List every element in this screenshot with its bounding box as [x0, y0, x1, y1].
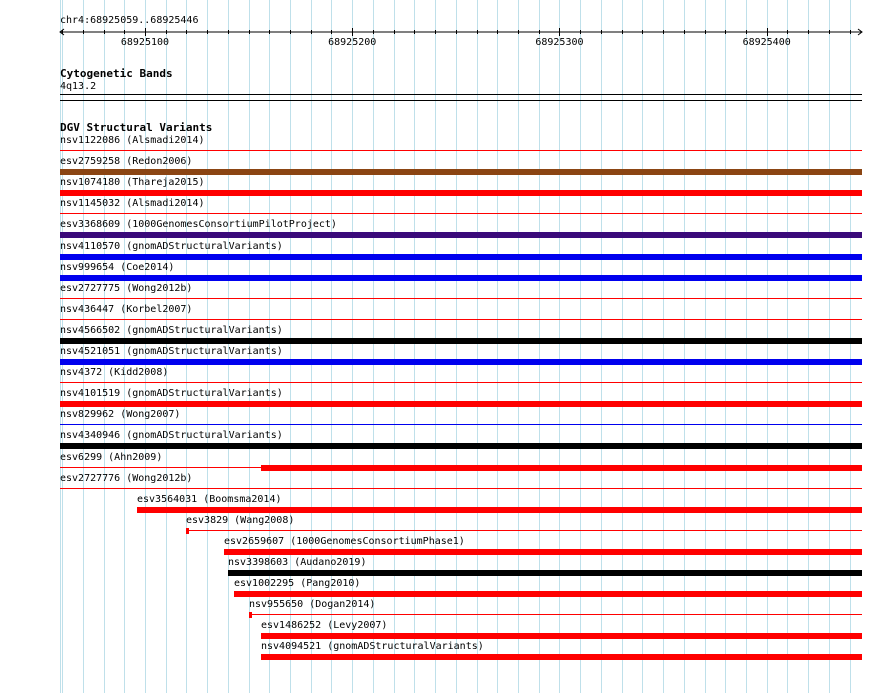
- range-label: chr4:68925059..68925446: [60, 15, 199, 26]
- variant-label[interactable]: esv3564031 (Boomsma2014): [137, 494, 282, 505]
- variant-label[interactable]: nsv4521051 (gnomADStructuralVariants): [60, 346, 283, 357]
- gridline: [580, 0, 581, 693]
- variant-label[interactable]: nsv999654 (Coe2014): [60, 262, 175, 273]
- variant-label[interactable]: esv1486252 (Levy2007): [261, 620, 388, 631]
- variant-label[interactable]: nsv1122086 (Alsmadi2014): [60, 135, 205, 146]
- gridline: [850, 0, 851, 693]
- gridline: [394, 0, 395, 693]
- gridline: [331, 0, 332, 693]
- gridline: [829, 0, 830, 693]
- gridline: [290, 0, 291, 693]
- gridline: [456, 0, 457, 693]
- gridline: [663, 0, 664, 693]
- variant-label[interactable]: nsv4110570 (gnomADStructuralVariants): [60, 241, 283, 252]
- variant-label[interactable]: esv6299 (Ahn2009): [60, 452, 163, 463]
- ruler-tick-label: 68925300: [535, 37, 584, 48]
- variant-label[interactable]: esv3829 (Wang2008): [186, 515, 295, 526]
- variant-line[interactable]: [186, 530, 862, 531]
- variant-bar[interactable]: [60, 338, 862, 344]
- variant-line[interactable]: [60, 488, 862, 489]
- variant-line[interactable]: [60, 213, 862, 214]
- variant-start-mark: [137, 507, 140, 513]
- gridline: [352, 0, 353, 693]
- gridline: [642, 0, 643, 693]
- dgv-title: DGV Structural Variants: [60, 121, 213, 134]
- variant-start-mark: [186, 528, 189, 534]
- variant-line[interactable]: [60, 424, 862, 425]
- variant-label[interactable]: nsv4372 (Kidd2008): [60, 367, 169, 378]
- variant-bar[interactable]: [60, 275, 862, 281]
- variant-label[interactable]: esv3368609 (1000GenomesConsortiumPilotProject): [60, 219, 337, 230]
- variant-line[interactable]: [60, 298, 862, 299]
- gridline: [373, 0, 374, 693]
- variant-line[interactable]: [60, 382, 862, 383]
- gridline: [435, 0, 436, 693]
- cytoband-label: 4q13.2: [60, 81, 97, 92]
- gridline: [787, 0, 788, 693]
- ruler-tick-label: 68925200: [328, 37, 377, 48]
- ruler-axis: [0, 22, 890, 62]
- variant-label[interactable]: nsv4094521 (gnomADStructuralVariants): [261, 641, 484, 652]
- variant-line[interactable]: [60, 319, 862, 320]
- variant-bar[interactable]: [234, 591, 862, 597]
- variant-line[interactable]: [60, 150, 862, 151]
- variant-label[interactable]: nsv955650 (Dogan2014): [249, 599, 376, 610]
- variant-label[interactable]: nsv436447 (Korbel2007): [60, 304, 193, 315]
- variant-bar[interactable]: [60, 359, 862, 365]
- gridline: [622, 0, 623, 693]
- variant-label[interactable]: esv1002295 (Pang2010): [234, 578, 361, 589]
- gridline: [767, 0, 768, 693]
- gridline: [311, 0, 312, 693]
- gridline: [746, 0, 747, 693]
- variant-label[interactable]: nsv829962 (Wong2007): [60, 409, 181, 420]
- variant-bar[interactable]: [60, 169, 862, 175]
- gridline: [414, 0, 415, 693]
- variant-line[interactable]: [249, 614, 862, 615]
- gridline: [725, 0, 726, 693]
- ruler-tick-label: 68925400: [742, 37, 791, 48]
- gridline: [559, 0, 560, 693]
- variant-label[interactable]: esv2727775 (Wong2012b): [60, 283, 193, 294]
- variant-bar[interactable]: [60, 190, 862, 196]
- gridline: [684, 0, 685, 693]
- variant-label[interactable]: nsv4101519 (gnomADStructuralVariants): [60, 388, 283, 399]
- gridline: [539, 0, 540, 693]
- ruler-tick-label: 68925100: [120, 37, 170, 48]
- cytoband-line-top: [60, 94, 862, 95]
- variant-bar[interactable]: [60, 254, 862, 260]
- variant-label[interactable]: esv2659607 (1000GenomesConsortiumPhase1): [224, 536, 465, 547]
- gridline: [808, 0, 809, 693]
- variant-label[interactable]: nsv3398603 (Audano2019): [228, 557, 367, 568]
- variant-bar[interactable]: [261, 633, 862, 639]
- cytoband-title: Cytogenetic Bands: [60, 67, 173, 80]
- variant-bar[interactable]: [228, 570, 862, 576]
- variant-bar[interactable]: [60, 232, 862, 238]
- variant-label[interactable]: esv2727776 (Wong2012b): [60, 473, 193, 484]
- variant-label[interactable]: nsv1145032 (Alsmadi2014): [60, 198, 205, 209]
- gridline: [497, 0, 498, 693]
- variant-bar[interactable]: [137, 507, 862, 513]
- variant-label[interactable]: nsv4340946 (gnomADStructuralVariants): [60, 430, 283, 441]
- variant-thick-segment[interactable]: [261, 465, 862, 471]
- variant-bar[interactable]: [261, 654, 862, 660]
- variant-bar[interactable]: [224, 549, 862, 555]
- cytoband-line-bottom: [60, 100, 862, 101]
- gridline: [601, 0, 602, 693]
- variant-bar[interactable]: [60, 443, 862, 449]
- gridline: [705, 0, 706, 693]
- gridline: [477, 0, 478, 693]
- variant-label[interactable]: nsv1074180 (Thareja2015): [60, 177, 205, 188]
- variant-bar[interactable]: [60, 401, 862, 407]
- gridline: [518, 0, 519, 693]
- variant-start-mark: [249, 612, 252, 618]
- variant-label[interactable]: nsv4566502 (gnomADStructuralVariants): [60, 325, 283, 336]
- variant-label[interactable]: esv2759258 (Redon2006): [60, 156, 193, 167]
